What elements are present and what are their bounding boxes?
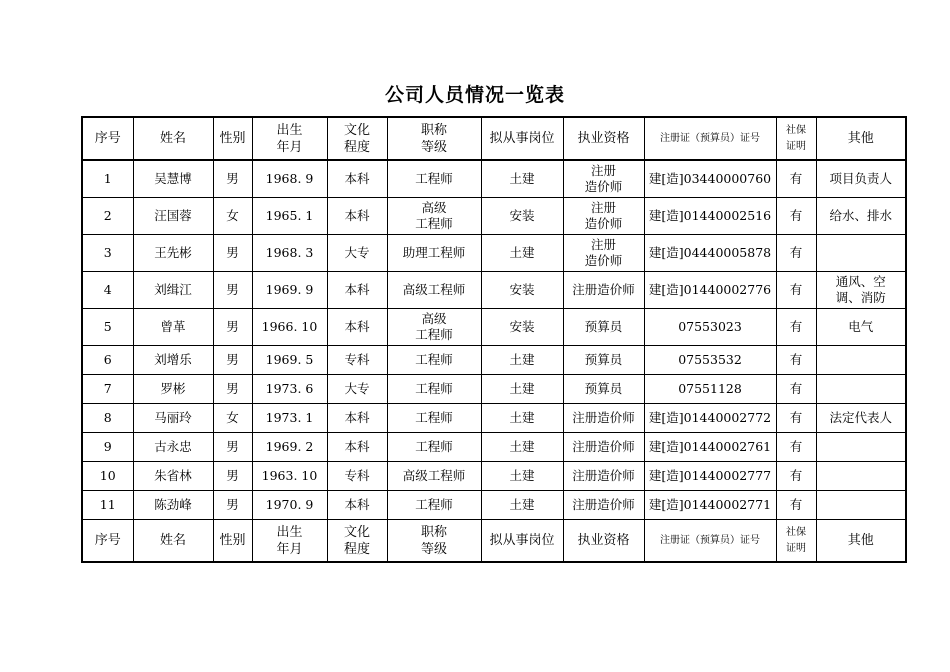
- other-cell: [816, 462, 906, 491]
- birth-cell: 1973. 6: [252, 375, 327, 404]
- header-title: [387, 117, 481, 160]
- qualification-cell-line1: 注册: [590, 237, 616, 252]
- other-cell-line2: 调、消防: [835, 290, 886, 305]
- seq-cell: 4: [82, 272, 133, 309]
- gender-cell: 男: [213, 433, 252, 462]
- title-cell: 工程师: [387, 160, 481, 198]
- title-cell: 高级工程师: [387, 272, 481, 309]
- certificate-cell: 07553532: [644, 346, 776, 375]
- title-cell-line2: 工程师: [415, 216, 453, 231]
- header-seq: 序号: [82, 520, 133, 563]
- qualification-cell-line2: 造价师: [584, 179, 623, 194]
- certificate-cell: 建[造]01440002772: [644, 404, 776, 433]
- qualification-cell: [563, 198, 644, 235]
- seq-cell: 8: [82, 404, 133, 433]
- education-cell: 本科: [327, 433, 387, 462]
- certificate-cell: 07553023: [644, 309, 776, 346]
- gender-cell: 女: [213, 404, 252, 433]
- insurance-cell: 有: [776, 491, 816, 520]
- table-row: [82, 404, 906, 433]
- qualification-cell: [563, 160, 644, 198]
- name-cell: 罗彬: [133, 375, 213, 404]
- header-birth-line2: 年月: [276, 139, 303, 155]
- other-cell: [816, 272, 906, 309]
- post-cell: 土建: [481, 491, 563, 520]
- birth-cell: 1963. 10: [252, 462, 327, 491]
- header-other: 其他: [816, 520, 906, 563]
- header-education: [327, 520, 387, 563]
- birth-cell: 1966. 10: [252, 309, 327, 346]
- other-cell: 项目负责人: [816, 160, 906, 198]
- birth-cell: 1969. 9: [252, 272, 327, 309]
- other-cell: 给水、排水: [816, 198, 906, 235]
- gender-cell: 男: [213, 375, 252, 404]
- insurance-cell: 有: [776, 462, 816, 491]
- header-insurance-line1: 社保: [786, 526, 806, 538]
- insurance-cell: 有: [776, 272, 816, 309]
- staff-table: [81, 116, 907, 563]
- header-title-line1: 职称: [420, 122, 447, 138]
- post-cell: 土建: [481, 404, 563, 433]
- other-cell: [816, 433, 906, 462]
- qualification-cell: 注册造价师: [563, 433, 644, 462]
- education-cell: 本科: [327, 272, 387, 309]
- birth-cell: 1970. 9: [252, 491, 327, 520]
- name-cell: 陈劲峰: [133, 491, 213, 520]
- post-cell: 土建: [481, 160, 563, 198]
- header-qualification: 执业资格: [563, 520, 644, 563]
- table-row: [82, 198, 906, 235]
- title-cell: 高级工程师: [387, 462, 481, 491]
- title-cell: [387, 309, 481, 346]
- qualification-cell: 预算员: [563, 309, 644, 346]
- seq-cell: 1: [82, 160, 133, 198]
- title-cell: 工程师: [387, 433, 481, 462]
- title-cell: 工程师: [387, 346, 481, 375]
- header-birth-line2: 年月: [276, 541, 303, 557]
- table-row: [82, 433, 906, 462]
- header-title-line2: 等级: [420, 139, 447, 155]
- name-cell: 古永忠: [133, 433, 213, 462]
- certificate-cell: 建[造]01440002777: [644, 462, 776, 491]
- certificate-cell: 建[造]01440002771: [644, 491, 776, 520]
- header-gender: 性别: [213, 520, 252, 563]
- seq-cell: 5: [82, 309, 133, 346]
- other-cell: 电气: [816, 309, 906, 346]
- header-education: [327, 117, 387, 160]
- title-cell-line1: 高级: [421, 311, 447, 326]
- other-cell: [816, 491, 906, 520]
- header-qualification: 执业资格: [563, 117, 644, 160]
- title-cell: 工程师: [387, 404, 481, 433]
- post-cell: 安装: [481, 272, 563, 309]
- footer-header-row: [82, 520, 906, 563]
- table-row: [82, 375, 906, 404]
- seq-cell: 2: [82, 198, 133, 235]
- header-insurance-line2: 证明: [786, 542, 806, 554]
- gender-cell: 男: [213, 462, 252, 491]
- seq-cell: 9: [82, 433, 133, 462]
- insurance-cell: 有: [776, 375, 816, 404]
- qualification-cell: [563, 235, 644, 272]
- header-seq: 序号: [82, 117, 133, 160]
- insurance-cell: 有: [776, 433, 816, 462]
- certificate-cell: 建[造]03440000760: [644, 160, 776, 198]
- birth-cell: 1965. 1: [252, 198, 327, 235]
- table-row: [82, 491, 906, 520]
- table-row: [82, 272, 906, 309]
- insurance-cell: 有: [776, 309, 816, 346]
- name-cell: 刘缉江: [133, 272, 213, 309]
- name-cell: 汪国蓉: [133, 198, 213, 235]
- post-cell: 土建: [481, 235, 563, 272]
- gender-cell: 男: [213, 309, 252, 346]
- other-cell: [816, 375, 906, 404]
- education-cell: 大专: [327, 235, 387, 272]
- header-education-line1: 文化: [343, 122, 370, 138]
- qualification-cell: 预算员: [563, 346, 644, 375]
- header-name: 姓名: [133, 520, 213, 563]
- other-cell-line1: 通风、空: [835, 274, 886, 289]
- header-certificate: 注册证（预算员）证号: [644, 117, 776, 160]
- post-cell: 安装: [481, 309, 563, 346]
- page-title: 公司人员情况一览表: [384, 84, 565, 106]
- name-cell: 刘增乐: [133, 346, 213, 375]
- table-row: [82, 160, 906, 198]
- name-cell: 吴慧博: [133, 160, 213, 198]
- education-cell: 本科: [327, 160, 387, 198]
- seq-cell: 10: [82, 462, 133, 491]
- insurance-cell: 有: [776, 198, 816, 235]
- header-certificate: 注册证（预算员）证号: [644, 520, 776, 563]
- post-cell: 安装: [481, 198, 563, 235]
- header-title: [387, 520, 481, 563]
- seq-cell: 7: [82, 375, 133, 404]
- education-cell: 本科: [327, 404, 387, 433]
- birth-cell: 1969. 5: [252, 346, 327, 375]
- seq-cell: 11: [82, 491, 133, 520]
- header-post: 拟从事岗位: [481, 117, 563, 160]
- birth-cell: 1973. 1: [252, 404, 327, 433]
- birth-cell: 1968. 3: [252, 235, 327, 272]
- qualification-cell: 预算员: [563, 375, 644, 404]
- header-post: 拟从事岗位: [481, 520, 563, 563]
- header-insurance: [776, 117, 816, 160]
- title-cell: 工程师: [387, 375, 481, 404]
- education-cell: 本科: [327, 198, 387, 235]
- gender-cell: 男: [213, 235, 252, 272]
- insurance-cell: 有: [776, 346, 816, 375]
- certificate-cell: 建[造]04440005878: [644, 235, 776, 272]
- post-cell: 土建: [481, 375, 563, 404]
- table-body: [82, 117, 906, 562]
- qualification-cell: 注册造价师: [563, 462, 644, 491]
- table-row: [82, 346, 906, 375]
- other-cell: [816, 346, 906, 375]
- qualification-cell-line2: 造价师: [584, 216, 623, 231]
- table-row: [82, 235, 906, 272]
- certificate-cell: 建[造]01440002516: [644, 198, 776, 235]
- seq-cell: 3: [82, 235, 133, 272]
- education-cell: 专科: [327, 462, 387, 491]
- name-cell: 王先彬: [133, 235, 213, 272]
- qualification-cell-line1: 注册: [590, 163, 616, 178]
- post-cell: 土建: [481, 462, 563, 491]
- title-cell-line2: 工程师: [415, 327, 453, 342]
- certificate-cell: 建[造]01440002776: [644, 272, 776, 309]
- education-cell: 本科: [327, 491, 387, 520]
- header-education-line1: 文化: [343, 524, 370, 540]
- header-gender: 性别: [213, 117, 252, 160]
- birth-cell: 1969. 2: [252, 433, 327, 462]
- name-cell: 马丽玲: [133, 404, 213, 433]
- insurance-cell: 有: [776, 235, 816, 272]
- header-title-line2: 等级: [420, 541, 447, 557]
- header-birth-line1: 出生: [276, 122, 303, 138]
- education-cell: 本科: [327, 309, 387, 346]
- title-cell: [387, 198, 481, 235]
- header-education-line2: 程度: [343, 541, 370, 557]
- header-row: [82, 117, 906, 160]
- gender-cell: 男: [213, 160, 252, 198]
- title-cell: 助理工程师: [387, 235, 481, 272]
- header-insurance-line1: 社保: [786, 124, 806, 136]
- post-cell: 土建: [481, 433, 563, 462]
- gender-cell: 男: [213, 346, 252, 375]
- qualification-cell: 注册造价师: [563, 404, 644, 433]
- header-birth: [252, 520, 327, 563]
- certificate-cell: 07551128: [644, 375, 776, 404]
- certificate-cell: 建[造]01440002761: [644, 433, 776, 462]
- title-cell-line1: 高级: [421, 200, 447, 215]
- gender-cell: 男: [213, 272, 252, 309]
- name-cell: 曾革: [133, 309, 213, 346]
- seq-cell: 6: [82, 346, 133, 375]
- qualification-cell: 注册造价师: [563, 491, 644, 520]
- header-title-line1: 职称: [420, 524, 447, 540]
- gender-cell: 女: [213, 198, 252, 235]
- birth-cell: 1968. 9: [252, 160, 327, 198]
- education-cell: 大专: [327, 375, 387, 404]
- insurance-cell: 有: [776, 160, 816, 198]
- qualification-cell-line1: 注册: [590, 200, 616, 215]
- header-insurance: [776, 520, 816, 563]
- header-education-line2: 程度: [343, 139, 370, 155]
- insurance-cell: 有: [776, 404, 816, 433]
- header-birth-line1: 出生: [276, 524, 303, 540]
- table-row: [82, 309, 906, 346]
- table-row: [82, 462, 906, 491]
- header-other: 其他: [816, 117, 906, 160]
- other-cell: 法定代表人: [816, 404, 906, 433]
- qualification-cell-line2: 造价师: [584, 253, 623, 268]
- title-cell: 工程师: [387, 491, 481, 520]
- header-name: 姓名: [133, 117, 213, 160]
- gender-cell: 男: [213, 491, 252, 520]
- header-birth: [252, 117, 327, 160]
- other-cell: [816, 235, 906, 272]
- name-cell: 朱省林: [133, 462, 213, 491]
- qualification-cell: 注册造价师: [563, 272, 644, 309]
- education-cell: 专科: [327, 346, 387, 375]
- post-cell: 土建: [481, 346, 563, 375]
- header-insurance-line2: 证明: [786, 140, 806, 152]
